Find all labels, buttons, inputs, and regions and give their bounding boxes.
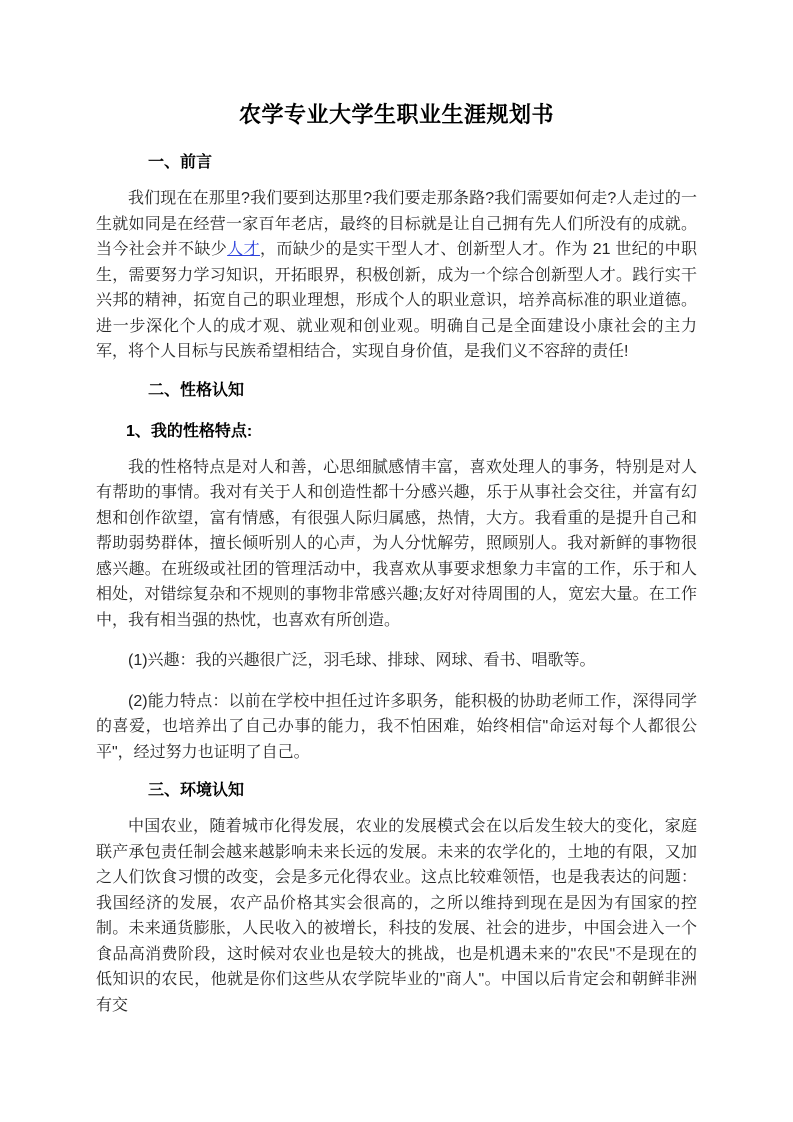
talent-hyperlink[interactable]: 人才 (227, 241, 260, 258)
preface-paragraph (96, 186, 697, 365)
environment-paragraph: 中国农业，随着城市化得发展，农业的发展模式会在以后发生较大的变化，家庭联产承包责任制会越来越影响未来长远的发展。未来的农学化的，土地的有限，又加之人们饮食习惯的改变，会是多元化得农业。这点比较难领悟，也是我表达的问题：我国经济的发展，农产品价格其实会很高的，之所以维持到现在是因为有国家的控制。未来通货膨胀，人民收入的被增长，科技的发展、社会的进步，中国会进入一个食品高消费阶段，这时候对农业也是较大的挑战，也是机遇未来的"农民"不是现在的低知识的农民，他就是你们这些从农学院毕业的"商人"。中国以后肯定会和朝鲜非洲有交 (96, 818, 697, 1014)
subheading-personality-traits: 1、我的性格特点: (126, 422, 253, 440)
heading-preface: 一、前言 (148, 154, 213, 171)
preface-text-after-link: ，而缺少的是实干型人才、创新型人才。作为 21 世纪的中职生，需要努力学习知识，开拓眼界，积极创新，成为一个综合创新型人才。践行实干兴邦的精神，拓宽自己的职业理想，形成个人的职业意识，培养高标准的职业道德。进一步深化个人的成才观、就业观和创业观。明确自己是全面建设小康社会的主力军，将个人目标与民族希望相结合，实现自身价值，是我们义不容辞的责任! (96, 241, 697, 360)
preface-text-before-link: 我们现在在那里?我们要到达那里?我们要走那条路?我们需要如何走?人走过的一生就如同是在经营一家百年老店，最终的目标就是让自己拥有先人们所没有的成就。当今社会并不缺少 (96, 190, 697, 258)
personality-traits-paragraph: 我的性格特点是对人和善，心思细腻感情丰富，喜欢处理人的事务，特别是对人有帮助的事情。我对有关于人和创造性都十分感兴趣，乐于从事社会交往，并富有幻想和创作欲望，富有情感，有很强人际归属感，热情，大方。我看重的是提升自己和帮助弱势群体，擅长倾听别人的心声，为人分忧解劳，照顾别人。我对新鲜的事物很感兴趣。在班级或社团的管理活动中，我喜欢从事要求想象力丰富的工作，乐于和人相处，对错综复杂和不规则的事物非常感兴趣;友好对待周围的人，宽宏大量。在工作中，我有相当强的热忱，也喜欢有所创造。 (96, 458, 697, 629)
section-preface (96, 152, 697, 365)
section-personality (96, 380, 697, 766)
document-title: 农学专业大学生职业生涯规划书 (238, 102, 554, 127)
interest-paragraph: (1)兴趣：我的兴趣很广泛，羽毛球、排球、网球、看书、唱歌等。 (128, 652, 596, 669)
section-environment (96, 780, 697, 1018)
heading-environment: 三、环境认知 (148, 782, 245, 799)
heading-personality: 二、性格认知 (148, 381, 245, 399)
ability-paragraph: (2)能力特点：以前在学校中担任过许多职务，能积极的协助老师工作，深得同学的喜爱，也培养出了自己办事的能力，我不怕困难，始终相信"命运对每个人都很公平"，经过努力也证明了自己。 (96, 692, 697, 761)
